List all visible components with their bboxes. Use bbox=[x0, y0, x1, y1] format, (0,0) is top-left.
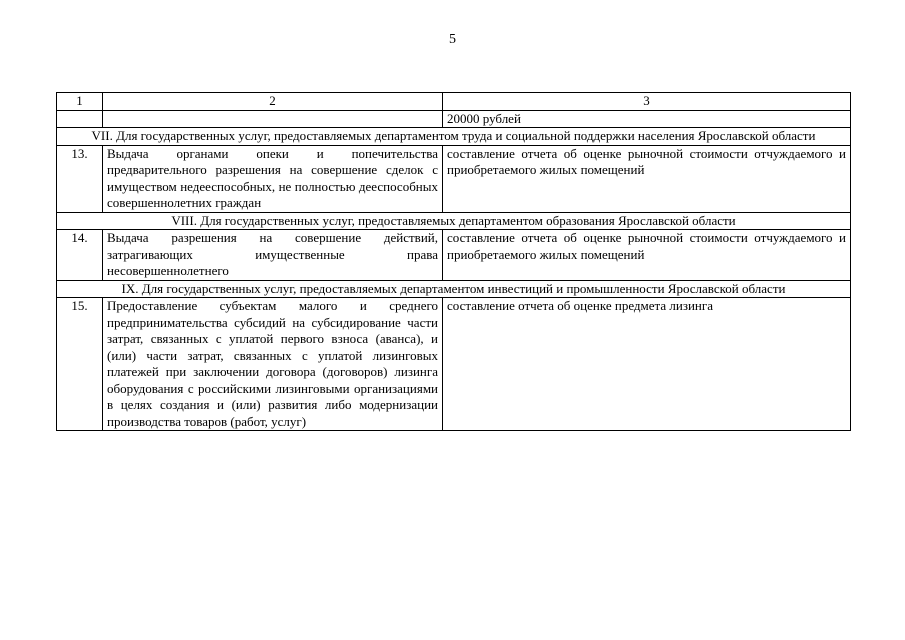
section-title-vii: VII. Для государственных услуг, предоставляемых департаментом труда и социальной поддержки населения Ярославской области bbox=[57, 128, 851, 146]
services-table bbox=[56, 92, 851, 431]
service-name: Выдача разрешения на совершение действий, затрагивающих имущественные права несовершеннолетнего bbox=[103, 230, 443, 281]
table-row bbox=[57, 230, 851, 281]
section-title-viii: VIII. Для государственных услуг, предоставляемых департаментом образования Ярославской области bbox=[57, 212, 851, 230]
service-result: составление отчета об оценке предмета лизинга bbox=[443, 298, 851, 431]
service-name: Выдача органами опеки и попечительства предварительного разрешения на совершение сделок с имуществом недееспособных, не полностью дееспособных совершеннолетних граждан bbox=[103, 145, 443, 212]
row-number: 13. bbox=[57, 145, 103, 212]
page-number: 5 bbox=[449, 32, 456, 47]
continuation-cell-2 bbox=[103, 110, 443, 128]
service-result: составление отчета об оценке рыночной стоимости отчуждаемого и приобретаемого жилых помещений bbox=[443, 145, 851, 212]
section-row bbox=[57, 212, 851, 230]
continuation-cell-3: 20000 рублей bbox=[443, 110, 851, 128]
column-header-2: 2 bbox=[103, 93, 443, 111]
row-number: 15. bbox=[57, 298, 103, 431]
column-header-3: 3 bbox=[443, 93, 851, 111]
row-number: 14. bbox=[57, 230, 103, 281]
continuation-cell-1 bbox=[57, 110, 103, 128]
service-result: составление отчета об оценке рыночной стоимости отчуждаемого и приобретаемого жилых помещений bbox=[443, 230, 851, 281]
table-header-row bbox=[57, 93, 851, 111]
section-row bbox=[57, 280, 851, 298]
table-row bbox=[57, 145, 851, 212]
table-row bbox=[57, 298, 851, 431]
continuation-row bbox=[57, 110, 851, 128]
column-header-1: 1 bbox=[57, 93, 103, 111]
section-title-ix: IX. Для государственных услуг, предоставляемых департаментом инвестиций и промышленности Ярославской области bbox=[57, 280, 851, 298]
service-name: Предоставление субъектам малого и среднего предпринимательства субсидий на субсидирование части затрат, связанных с уплатой первого взноса (аванса), и (или) части затрат, связанных с уплатой лизинговых платежей при заключении договора (договоров) лизинга оборудования с российскими лизинговыми организациями в целях создания и (или) развития либо модернизации производства товаров (работ, услуг) bbox=[103, 298, 443, 431]
section-row bbox=[57, 128, 851, 146]
